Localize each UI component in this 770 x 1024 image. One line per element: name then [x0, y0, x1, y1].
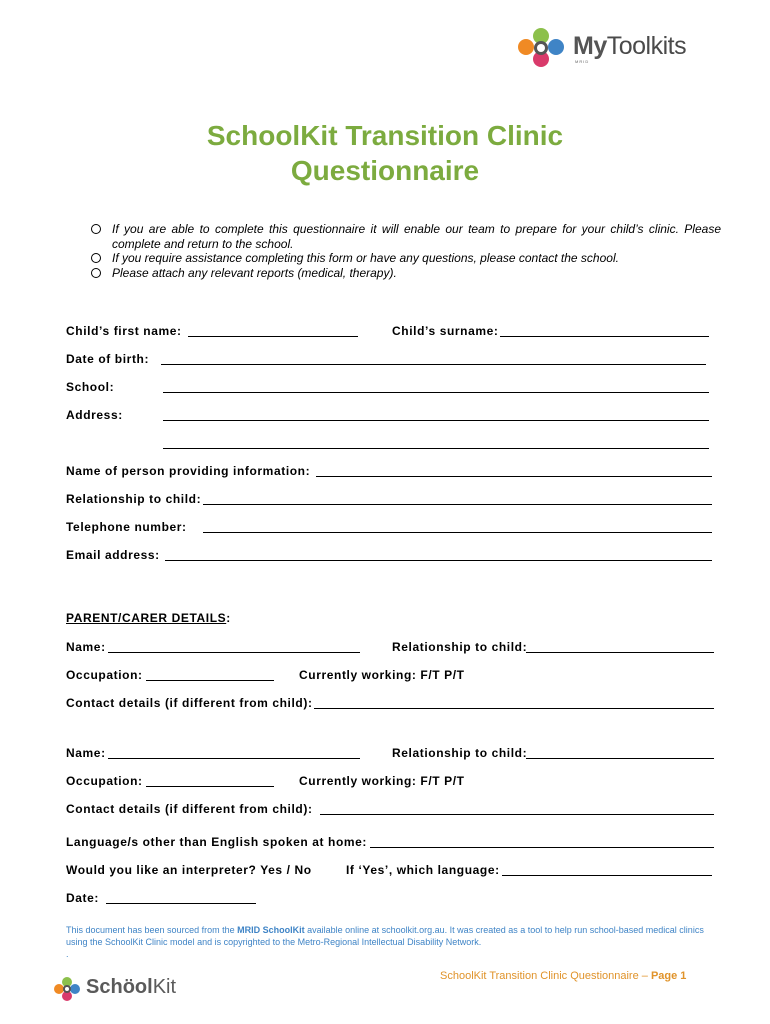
date-field[interactable] — [106, 903, 256, 904]
parent2-contact-field[interactable] — [320, 814, 714, 815]
parent2-relationship-label: Relationship to child: — [392, 746, 528, 760]
languages-label: Language/s other than English spoken at home: — [66, 835, 368, 849]
instructions-list — [89, 222, 721, 280]
school-field[interactable] — [163, 392, 709, 393]
telephone-label: Telephone number: — [66, 520, 187, 534]
parent1-name-field[interactable] — [108, 652, 360, 653]
childs-surname-field[interactable] — [500, 336, 709, 337]
informant-name-label: Name of person providing information: — [66, 464, 311, 478]
parent2-working-label: Currently working: F/T P/T — [299, 774, 465, 788]
source-note: This document has been sourced from the MRID SchoolKit available online at schoolkit.org.au. It was created as a tool to help run school-based medical clinics using the SchoolKit Clinic model and is copyrighted to the Metro-Regional Intellectual Disability Network. . — [66, 925, 704, 959]
childs-first-name-label: Child’s first name: — [66, 324, 182, 338]
childs-first-name-field[interactable] — [188, 336, 358, 337]
parent1-occupation-label: Occupation: — [66, 668, 143, 682]
email-field[interactable] — [165, 560, 712, 561]
date-of-birth-field[interactable] — [161, 364, 706, 365]
instruction-item: If you are able to complete this questionnaire it will enable our team to prepare for your child’s clinic. Please complete and return to the school. — [89, 222, 721, 251]
address-field-line-1[interactable] — [163, 420, 709, 421]
schoolkit-wordmark: SchöolKit — [86, 976, 177, 998]
telephone-field[interactable] — [203, 532, 712, 533]
parent1-occupation-field[interactable] — [146, 680, 274, 681]
parent2-name-field[interactable] — [108, 758, 360, 759]
circle-bullet-icon — [91, 253, 101, 263]
parent2-occupation-field[interactable] — [146, 786, 274, 787]
instruction-item: Please attach any relevant reports (medical, therapy). — [89, 266, 721, 281]
parent1-contact-label: Contact details (if different from child): — [66, 696, 313, 710]
date-label: Date: — [66, 891, 100, 905]
page-title: SchoolKit Transition Clinic Questionnaire — [206, 120, 564, 186]
mytoolkits-subtext: MRID — [575, 59, 590, 64]
informant-relationship-field[interactable] — [203, 504, 712, 505]
which-language-label: If ‘Yes’, which language: — [346, 863, 500, 877]
circle-bullet-icon — [91, 224, 101, 234]
schoolkit-logo — [54, 973, 177, 1003]
parent2-name-label: Name: — [66, 746, 106, 760]
parent2-contact-label: Contact details (if different from child): — [66, 802, 313, 816]
parent-carer-heading: PARENT/CARER DETAILS: — [66, 611, 231, 625]
parent1-working-label: Currently working: F/T P/T — [299, 668, 465, 682]
mytoolkits-icon — [514, 26, 568, 70]
informant-name-field[interactable] — [316, 476, 712, 477]
interpreter-label: Would you like an interpreter? Yes / No — [66, 863, 312, 877]
address-field-line-2[interactable] — [163, 448, 709, 449]
parent2-occupation-label: Occupation: — [66, 774, 143, 788]
which-language-field[interactable] — [502, 875, 712, 876]
circle-bullet-icon — [91, 268, 101, 278]
date-of-birth-label: Date of birth: — [66, 352, 150, 366]
parent1-relationship-field[interactable] — [526, 652, 714, 653]
page-footer: SchoolKit Transition Clinic Questionnaire – Page 1 — [440, 970, 687, 982]
parent2-relationship-field[interactable] — [526, 758, 714, 759]
schoolkit-icon — [54, 976, 80, 1002]
parent1-relationship-label: Relationship to child: — [392, 640, 528, 654]
childs-surname-label: Child’s surname: — [392, 324, 499, 338]
parent1-name-label: Name: — [66, 640, 106, 654]
mytoolkits-logo — [514, 26, 694, 70]
instruction-item: If you require assistance completing this form or have any questions, please contact the school. — [89, 251, 721, 266]
parent1-contact-field[interactable] — [314, 708, 714, 709]
school-label: School: — [66, 380, 115, 394]
address-label: Address: — [66, 408, 123, 422]
informant-relationship-label: Relationship to child: — [66, 492, 202, 506]
email-label: Email address: — [66, 548, 160, 562]
languages-field[interactable] — [370, 847, 714, 848]
mytoolkits-wordmark: MyToolkits — [573, 32, 687, 60]
